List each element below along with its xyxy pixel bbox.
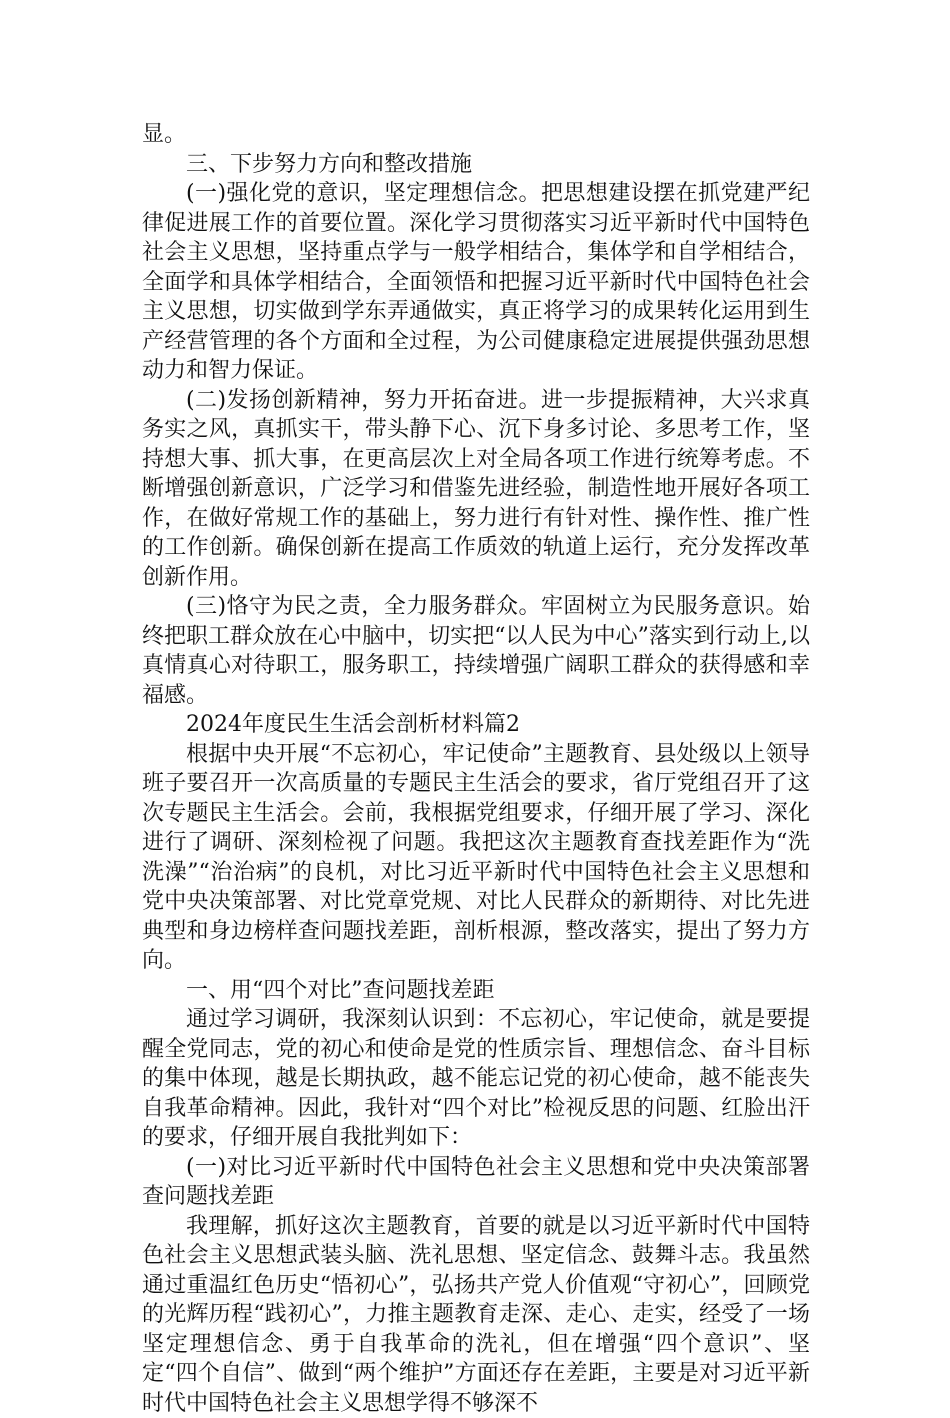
paragraph-study-research: 通过学习调研，我深刻认识到：不忘初心，牢记使命，就是要提醒全党同志，党的初心和使命是党的性质宗旨、理想信念、奋斗目标的集中体现，越是长期执政，越不能忘记党的初心使命，越不能丧失自我革命精神。因此，我针对“四个对比”检视反思的问题、红脸出汗的要求，仔细开展自我批判如下： [142, 1005, 810, 1153]
paragraph-serve-masses: (三)恪守为民之责，全力服务群众。牢固树立为民服务意识。始终把职工群众放在心中脑中，切实把“以人民为中心”落实到行动上,以真情真心对待职工，服务职工，持续增强广阔职工群众的获得感和幸福感。 [142, 592, 810, 710]
document-page [142, 120, 810, 1418]
paragraph-innovation: (二)发扬创新精神，努力开拓奋进。进一步提振精神，大兴求真务实之风，真抓实干，带头静下心、沉下身多讨论、多思考工作，坚持想大事、抓大事，在更高层次上对全局各项工作进行统筹考虑。不断增强创新意识，广泛学习和借鉴先进经验，制造性地开展好各项工作，在做好常规工作的基础上，努力进行有针对性、操作性、推广性的工作创新。确保创新在提高工作质效的轨道上运行，充分发挥改革创新作用。 [142, 386, 810, 593]
section-heading-four-comparisons: 一、用“四个对比”查问题找差距 [142, 976, 810, 1006]
paragraph-continuation: 显。 [142, 120, 810, 150]
article-title-part-2: 2024年度民生生活会剖析材料篇2 [142, 710, 810, 740]
paragraph-understanding: 我理解，抓好这次主题教育，首要的就是以习近平新时代中国特色社会主义思想武装头脑、洗礼思想、坚定信念、鼓舞斗志。我虽然通过重温红色历史“悟初心”，弘扬共产党人价值观“守初心”，回顾党的光辉历程“践初心”，力推主题教育走深、走心、走实，经受了一场坚定理想信念、勇于自我革命的洗礼，但在增强“四个意识”、坚定“四个自信”、做到“两个维护”方面还存在差距，主要是对习近平新时代中国特色社会主义思想学得不够深不 [142, 1212, 810, 1418]
section-heading-next-steps: 三、下步努力方向和整改措施 [142, 150, 810, 180]
paragraph-intro: 根据中央开展“不忘初心，牢记使命”主题教育、县处级以上领导班子要召开一次高质量的专题民主生活会的要求，省厅党组召开了这次专题民主生活会。会前，我根据党组要求，仔细开展了学习、深化进行了调研、深刻检视了问题。我把这次主题教育查找差距作为“洗洗澡”“治治病”的良机，对比习近平新时代中国特色社会主义思想和党中央决策部署、对比党章党规、对比人民群众的新期待、对比先进典型和身边榜样查问题找差距，剖析根源，整改落实，提出了努力方向。 [142, 740, 810, 976]
subsection-heading-comparison-one: (一)对比习近平新时代中国特色社会主义思想和党中央决策部署查问题找差距 [142, 1153, 810, 1212]
paragraph-party-awareness: (一)强化党的意识，坚定理想信念。把思想建设摆在抓党建严纪律促进展工作的首要位置。深化学习贯彻落实习近平新时代中国特色社会主义思想，坚持重点学与一般学相结合，集体学和自学相结合，全面学和具体学相结合，全面领悟和把握习近平新时代中国特色社会主义思想，切实做到学东弄通做实，真正将学习的成果转化运用到生产经营管理的各个方面和全过程，为公司健康稳定进展提供强劲思想动力和智力保证。 [142, 179, 810, 386]
